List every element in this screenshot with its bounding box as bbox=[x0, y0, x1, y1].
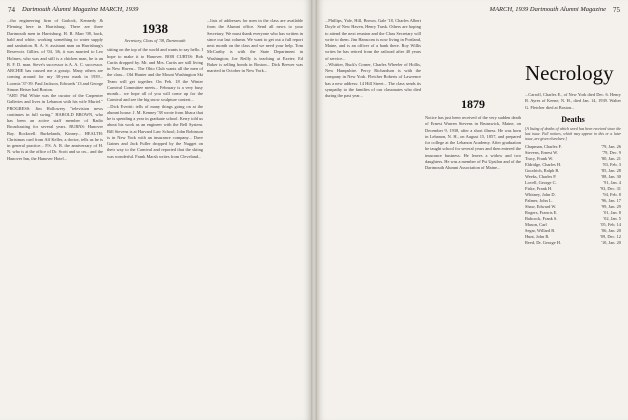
running-title-left: Dartmouth Alumni Magazine MARCH, 1939 bbox=[22, 6, 139, 13]
left-page bbox=[0, 0, 311, 420]
death-date: '88, Jan. 30 bbox=[601, 173, 621, 179]
page-number-left: 74 bbox=[8, 6, 15, 14]
column-text: sitting on the top of the world and wants to say hello. I hope to make it to Hanover. BOB CURTIS: Bob Curtis dropped by. Mr. and Mrs. Curtis are still living in New Haven... The Ohio Club wants all the men of the class... Old Hunter and the Mount Washington Ski Team will get together. On Feb. 18 the Winter Carnival Committee meets... February is a very busy month... we hope all of you will come up for the Carnival and see the big snow sculpture contest... bbox=[107, 47, 203, 103]
death-date: '02, Jan. 5 bbox=[603, 215, 621, 221]
death-name: Hunt, John R. bbox=[525, 233, 550, 239]
right-page bbox=[317, 0, 628, 420]
column-text: ...Dick Everitt: tells of many things going on at the alumni house. J. M. Kenney '38 wrote from Ithaca that he is spending a year in graduate school. Kerry told us about his work as an engineer with the Bell System. Bill Stevens is at Harvard Law School; John Robinson is in New York with an insurance company... Dave Gaines and Jack Fuller dropped by the Nugget on their way to the Carnival and reported that the skiing was wonderful. Frank Marsh writes from Cleveland... bbox=[107, 103, 203, 159]
page-number-right: 75 bbox=[613, 6, 620, 14]
death-name: Segar, Willard B. bbox=[525, 227, 556, 233]
column-text: ...tho engineering firm of Garlock, Kennedy & Fleming here in Harrisburg. There are three Dartmouth men in Harrisburg. H. R. Marr '08, back, bald and white, working something to water supply and sanitation. R. A. S. assistant man on Harrisburg's Reservoir. Gillies. of '04, '46, it was married to Leo Holmes, who was and still is a chicken man, he is an R. F. D. man. Steve's successor is A. A. C. successor. ARCHIE has caused me a gossip. Many others are coming around for my 30-year mark in 1939... Loomis '37-39. Paul Jackson, Edwards '13 and George Simon Heiser had Boston. bbox=[7, 18, 103, 92]
death-date: '06, Jan. 20 bbox=[601, 227, 621, 233]
deaths-note: [A listing of deaths of which word has been received since the last issue. Full notices, which may appear in this or a later issue, are given elsewhere.] bbox=[525, 126, 621, 141]
column-text: ...lists of addresses for men in the class are available from the Alumni office. Send all news to your Secretary. We must thank everyone who has written in since our last column. We want to get out a full report next month on the class and we need your help. Tom McCarthy is with the State Department in Washington; Joe Reilly is teaching at Exeter; Ed Baker is selling bonds in Boston... Dick Brewer was married in October in New York... bbox=[207, 18, 303, 73]
death-name: Babcock, Frank S. bbox=[525, 215, 558, 221]
death-date: '80, Jan. 21 bbox=[601, 155, 621, 161]
death-name: Stevens, Ernest W. bbox=[525, 149, 558, 155]
right-running-head bbox=[325, 6, 620, 16]
column-text: ...Carroll, Charles E., of New York died Dec. 6. Henry B. Ayres of Keene, N. H., died Jan. 14, 1939. Walter G. Fletcher died at Boston... bbox=[525, 92, 621, 110]
death-name: Weeks, Charles P. bbox=[525, 173, 557, 179]
death-date: '01, Jan. 8 bbox=[603, 209, 621, 215]
death-name: Tracy, Frank W. bbox=[525, 155, 554, 161]
death-name: Goodrich, Ralph B. bbox=[525, 167, 560, 173]
left-column-3 bbox=[207, 18, 303, 416]
class-heading-1938: 1938 bbox=[142, 21, 168, 36]
death-date: '09, Dec. 12 bbox=[599, 233, 621, 239]
death-date: '83, Feb. 3 bbox=[602, 161, 621, 167]
necrology-title: Necrology bbox=[525, 61, 614, 85]
death-name: Shaw, Edward W. bbox=[525, 203, 557, 209]
death-date: '85, Jan. 28 bbox=[601, 167, 621, 173]
running-title-right: MARCH, 1939 Dartmouth Alumni Magazine bbox=[489, 6, 606, 13]
death-date: '05, Feb. 14 bbox=[600, 221, 621, 227]
deaths-title: Deaths bbox=[561, 114, 585, 124]
column-text: "ART: Phil White was the curator of the Carpenter Galleries and lives in Lebanon with his wife Muriel." PROGRESS: Jim Hollowery "television news continues in full swing." HAROLD BROWN, who has been an active staff member of Radio Broadcasting for several years. BURNS: Hanover Bay. Rockwell. Burkelands, Kinney... HEALTH: Christmas card from Alf Keller, a doctor, tells us he is in general practice... P.S. A. R. the anniversary of H. N. who is at the office of Dr. Scott and so on... and the Hanover Inn, the Hanover Hotel... bbox=[7, 93, 103, 161]
death-name: Eldridge, Charles H. bbox=[525, 161, 562, 167]
death-date: '79, Jan. 26 bbox=[601, 143, 621, 149]
left-column-1 bbox=[7, 18, 103, 416]
right-column-3 bbox=[525, 92, 621, 416]
death-name: Whitney, John D. bbox=[525, 191, 556, 197]
death-name: Mason, Carl bbox=[525, 221, 547, 227]
death-date: '94, Feb. 8 bbox=[602, 191, 621, 197]
left-running-head bbox=[8, 6, 303, 16]
death-date: '93, Dec. 31 bbox=[599, 185, 621, 191]
column-text: ...Whittier, Buck's Corner, Charles Wheeler of Hollis, New Hampshire. Percy Richardson is with the company in New York. Fletcher Roberts of Lawrence has a new address: 14 Hill Street... The class sends its sympathy to the families of our classmates who died during the past year... bbox=[325, 61, 421, 98]
death-date: '96, Jan. 17 bbox=[601, 197, 621, 203]
death-name: Chapman, Charles F. bbox=[525, 143, 562, 149]
death-date: '99, Jan. 29 bbox=[601, 203, 621, 209]
deaths-list bbox=[525, 144, 621, 246]
column-text: ...Phillips, Yale, Hill, Brown, Gale '18, Charles Albert Doyle of New Haven, Henry Trask. Others are hoping to attend the next reunion and the Class Secretary will write to them. Jim Hanscom is now living in Portland, Maine, and is an officer of a bank there. Roy Willis writes he has retired from the railroad after 40 years of service... bbox=[325, 18, 421, 61]
left-column-2 bbox=[107, 18, 203, 416]
class-subhead: Secretary, Class of '38, Dartmouth bbox=[124, 38, 186, 43]
death-name: Rogers, Francis E. bbox=[525, 209, 558, 215]
death-date: '91, Jan. 4 bbox=[603, 179, 621, 185]
right-column-2 bbox=[425, 96, 521, 416]
death-name: Fiske, Frank H. bbox=[525, 185, 553, 191]
death-date: '10, Jan. 20 bbox=[601, 239, 621, 245]
death-name: Palmer, John L. bbox=[525, 197, 553, 203]
class-heading-1879: 1879 bbox=[461, 97, 485, 111]
death-entry bbox=[525, 240, 621, 246]
column-text: Notice has just been received of the very sudden death of Ernest Warren Stevens in Brunswick, Maine, on December 9, 1938, after a short illness. He was born in Lebanon, N. H., on August 15, 1857, and prepared for college at the Lebanon Academy. After graduation he taught school for several years and then entered the insurance business. He leaves a widow and two daughters. He was a member of Psi Upsilon and of the Dartmouth Alumni Association of Maine... bbox=[425, 115, 521, 170]
death-date: '79, Dec. 9 bbox=[602, 149, 621, 155]
death-name: Lovell, George C. bbox=[525, 179, 557, 185]
death-name: Reed, Dr. George H. bbox=[525, 239, 562, 245]
right-column-1 bbox=[325, 18, 421, 416]
